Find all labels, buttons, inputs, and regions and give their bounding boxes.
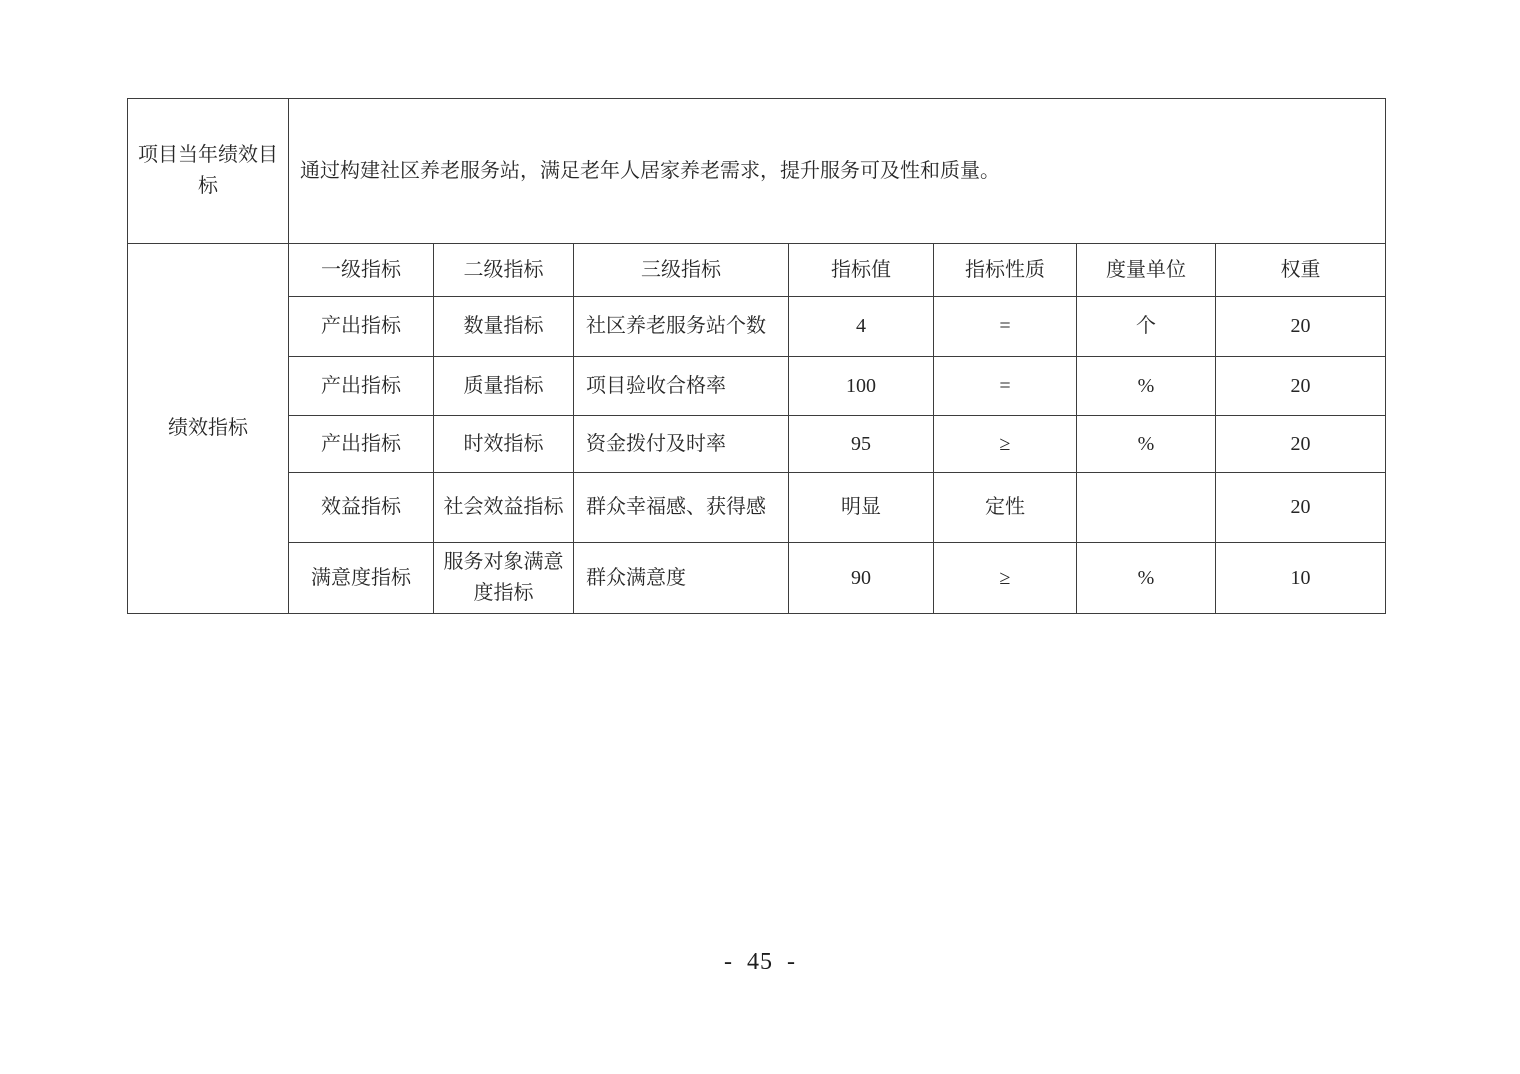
indicator-cell: 20 (1216, 416, 1386, 473)
indicator-header-cell: 指标值 (789, 244, 934, 297)
indicator-cell: 社会效益指标 (434, 473, 574, 543)
indicator-cell: 群众幸福感、获得感 (574, 473, 789, 543)
indicators-label-cell: 绩效指标 (128, 244, 289, 614)
indicator-cell: 10 (1216, 543, 1386, 614)
indicator-cell: 产出指标 (289, 357, 434, 416)
indicator-header-cell: 指标性质 (934, 244, 1077, 297)
indicator-header-row (128, 244, 1386, 297)
indicator-cell: 质量指标 (434, 357, 574, 416)
indicator-cell: 满意度指标 (289, 543, 434, 614)
indicator-row (128, 543, 1386, 614)
indicator-cell: = (934, 357, 1077, 416)
indicator-cell: ≥ (934, 543, 1077, 614)
indicator-cell: 4 (789, 297, 934, 357)
indicator-cell: ≥ (934, 416, 1077, 473)
indicator-row (128, 416, 1386, 473)
indicator-cell: 群众满意度 (574, 543, 789, 614)
indicator-cell: % (1077, 416, 1216, 473)
indicator-cell: 定性 (934, 473, 1077, 543)
indicator-cell: 产出指标 (289, 297, 434, 357)
indicator-cell: 20 (1216, 473, 1386, 543)
performance-table (127, 98, 1386, 614)
goal-row (128, 99, 1386, 244)
indicator-header-cell: 一级指标 (289, 244, 434, 297)
indicator-cell: 20 (1216, 357, 1386, 416)
goal-label-cell: 项目当年绩效目标 (128, 99, 289, 244)
indicator-cell: 90 (789, 543, 934, 614)
indicator-row (128, 473, 1386, 543)
indicator-cell: 效益指标 (289, 473, 434, 543)
indicator-header-cell: 度量单位 (1077, 244, 1216, 297)
indicator-cell: 时效指标 (434, 416, 574, 473)
indicator-header-cell: 权重 (1216, 244, 1386, 297)
indicator-cell: 个 (1077, 297, 1216, 357)
indicator-cell: 95 (789, 416, 934, 473)
indicator-row (128, 297, 1386, 357)
indicator-cell: 项目验收合格率 (574, 357, 789, 416)
indicator-cell: 20 (1216, 297, 1386, 357)
indicator-row (128, 357, 1386, 416)
indicator-cell: 资金拨付及时率 (574, 416, 789, 473)
indicator-cell: % (1077, 357, 1216, 416)
page-number: - 45 - (724, 949, 796, 975)
indicator-header-cell: 二级指标 (434, 244, 574, 297)
indicator-cell: 100 (789, 357, 934, 416)
indicator-cell: = (934, 297, 1077, 357)
indicator-cell: 产出指标 (289, 416, 434, 473)
indicator-cell: 明显 (789, 473, 934, 543)
indicator-cell (1077, 473, 1216, 543)
indicator-cell: 数量指标 (434, 297, 574, 357)
goal-content-cell: 通过构建社区养老服务站，满足老年人居家养老需求，提升服务可及性和质量。 (289, 99, 1386, 244)
indicator-cell: 社区养老服务站个数 (574, 297, 789, 357)
indicator-header-cell: 三级指标 (574, 244, 789, 297)
indicator-cell: 服务对象满意度指标 (434, 543, 574, 614)
indicator-cell: % (1077, 543, 1216, 614)
